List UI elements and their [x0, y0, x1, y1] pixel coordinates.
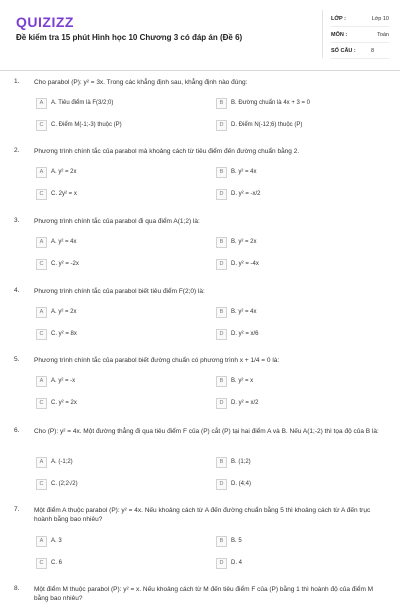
answer-option-a[interactable]	[36, 376, 196, 387]
question-text: Phương trình chính tắc của parabol biết đường chuẩn có phương trình x + 1/4 = 0 là:	[34, 357, 280, 364]
info-label: SỐ CÂU :	[331, 48, 356, 54]
option-letter-box: C	[36, 120, 47, 131]
question-number: 8.	[14, 585, 20, 592]
question-number: 5.	[14, 356, 20, 363]
option-letter-box: A	[36, 98, 47, 109]
option-letter-box: B	[216, 98, 227, 109]
option-text: C. y² = 2x	[51, 399, 77, 406]
question-text: Cho (P): y² = 4x. Một đường thẳng đi qua tiêu điểm F của (P) cắt (P) tại hai điểm A và B. Nếu A(1;-2) thì tọa độ của B là:	[34, 428, 379, 435]
info-value: Toán	[377, 32, 389, 38]
option-text: D. 4	[231, 559, 243, 566]
question-text: Cho parabol (P): y² = 3x. Trong các khẳng định sau, khẳng định nào đúng:	[34, 79, 248, 86]
answer-option-d[interactable]	[216, 329, 376, 340]
info-value: Lớp 10	[371, 16, 389, 22]
answer-option-c[interactable]	[36, 398, 196, 409]
answer-option-a[interactable]	[36, 457, 196, 468]
option-text: B. (1;2)	[231, 458, 251, 465]
option-letter-box: A	[36, 376, 47, 387]
question-text: Phương trình chính tắc của parabol đi qua điểm A(1;2) là:	[34, 218, 200, 225]
option-letter-box: A	[36, 536, 47, 547]
answer-option-b[interactable]	[216, 237, 376, 248]
question-number: 3.	[14, 217, 20, 224]
option-letter-box: C	[36, 398, 47, 409]
answer-option-c[interactable]	[36, 329, 196, 340]
option-letter-box: A	[36, 237, 47, 248]
question-number: 4.	[14, 287, 20, 294]
option-text: C. 2y² = x	[51, 190, 77, 197]
option-letter-box: B	[216, 237, 227, 248]
option-text: B. y² = 4x	[231, 308, 257, 315]
option-text: C. y² = -2x	[51, 260, 79, 267]
option-letter-box: B	[216, 457, 227, 468]
option-letter-box: B	[216, 376, 227, 387]
question-number: 2.	[14, 147, 20, 154]
option-letter-box: A	[36, 457, 47, 468]
option-text: B. y² = 4x	[231, 168, 257, 175]
info-row-subject	[331, 30, 389, 43]
option-letter-box: C	[36, 189, 47, 200]
answer-option-a[interactable]	[36, 167, 196, 178]
answer-option-a[interactable]	[36, 307, 196, 318]
option-text: A. y² = -x	[51, 377, 76, 384]
answer-option-c[interactable]	[36, 479, 196, 490]
answer-option-d[interactable]	[216, 259, 376, 270]
answer-option-b[interactable]	[216, 167, 376, 178]
option-letter-box: A	[36, 167, 47, 178]
question-text: Phương trình chính tắc của parabol mà khoảng cách từ tiêu điểm đến đường chuẩn bằng 2.	[34, 148, 300, 155]
answer-option-c[interactable]	[36, 189, 196, 200]
answer-option-c[interactable]	[36, 120, 196, 131]
option-text: D. Điểm N(-12;6) thuộc (P)	[231, 121, 303, 128]
option-text: A. 3	[51, 537, 62, 544]
option-letter-box: D	[216, 479, 227, 490]
option-letter-box: D	[216, 259, 227, 270]
answer-option-d[interactable]	[216, 479, 376, 490]
info-box	[322, 10, 393, 58]
option-text: D. (4;4)	[231, 480, 252, 487]
answer-option-d[interactable]	[216, 189, 376, 200]
option-text: B. Đường chuẩn là 4x + 3 = 0	[231, 99, 310, 106]
answer-option-b[interactable]	[216, 536, 376, 547]
page-title: Đề kiểm tra 15 phút Hình học 10 Chương 3 có đáp án (Đề 6)	[16, 33, 243, 42]
option-text: A. (-1;2)	[51, 458, 73, 465]
answer-option-b[interactable]	[216, 376, 376, 387]
option-text: B. 5	[231, 537, 242, 544]
option-letter-box: B	[216, 536, 227, 547]
option-letter-box: C	[36, 329, 47, 340]
option-text: C. 6	[51, 559, 63, 566]
question-text: Phương trình chính tắc của parabol biết tiêu điểm F(2;0) là:	[34, 288, 205, 295]
option-text: A. Tiêu điểm là F(3/2;0)	[51, 99, 114, 106]
option-text: B. y² = x	[231, 377, 254, 384]
answer-option-b[interactable]	[216, 457, 376, 468]
answer-option-d[interactable]	[216, 398, 376, 409]
question-text: Một điểm M thuộc parabol (P): y² = x. Nếu khoảng cách từ M đến tiêu điểm F của (P) bằng 1 thì hoành độ của điểm M bằng bao nhiêu?	[34, 586, 374, 602]
quizizz-logo[interactable]: QUIZIZZ	[16, 14, 74, 30]
answer-option-b[interactable]	[216, 307, 376, 318]
option-text: A. y² = 4x	[51, 238, 77, 245]
option-text: C. y² = 8x	[51, 330, 77, 337]
option-letter-box: B	[216, 307, 227, 318]
info-row-count	[331, 46, 389, 59]
option-letter-box: D	[216, 398, 227, 409]
header-divider	[0, 70, 400, 71]
answer-option-c[interactable]	[36, 558, 196, 569]
option-text: B. y² = 2x	[231, 238, 257, 245]
option-text: C. Điểm M(-1;-3) thuộc (P)	[51, 121, 122, 128]
option-letter-box: C	[36, 558, 47, 569]
option-text: A. y² = 2x	[51, 308, 77, 315]
info-value: 8	[371, 48, 375, 54]
option-text: A. y² = 2x	[51, 168, 77, 175]
header	[0, 0, 400, 62]
option-text: D. y² = x/6	[231, 330, 259, 337]
option-letter-box: C	[36, 479, 47, 490]
answer-option-c[interactable]	[36, 259, 196, 270]
info-label: LỚP :	[331, 16, 346, 22]
answer-option-a[interactable]	[36, 98, 196, 109]
answer-option-a[interactable]	[36, 237, 196, 248]
info-row-grade	[331, 14, 389, 27]
option-letter-box: C	[36, 259, 47, 270]
option-text: D. y² = -4x	[231, 260, 259, 267]
option-text: C. (2;2√2)	[51, 480, 78, 487]
option-letter-box: D	[216, 189, 227, 200]
option-letter-box: D	[216, 558, 227, 569]
answer-option-d[interactable]	[216, 558, 376, 569]
question-number: 1.	[14, 78, 20, 85]
question-number: 6.	[14, 427, 20, 434]
answer-option-a[interactable]	[36, 536, 196, 547]
question-text: Một điểm A thuộc parabol (P): y² = 4x. Nếu khoảng cách từ A đến đường chuẩn bằng 5 thì khoảng cách từ A đến trục hoành bằng bao nhiêu?	[34, 507, 371, 523]
option-letter-box: A	[36, 307, 47, 318]
answer-option-b[interactable]	[216, 98, 376, 109]
option-letter-box: B	[216, 167, 227, 178]
info-label: MÔN :	[331, 32, 348, 38]
option-text: D. y² = -x/2	[231, 190, 261, 197]
option-letter-box: D	[216, 120, 227, 131]
question-number: 7.	[14, 506, 20, 513]
option-text: D. y² = x/2	[231, 399, 259, 406]
answer-option-d[interactable]	[216, 120, 376, 131]
option-letter-box: D	[216, 329, 227, 340]
